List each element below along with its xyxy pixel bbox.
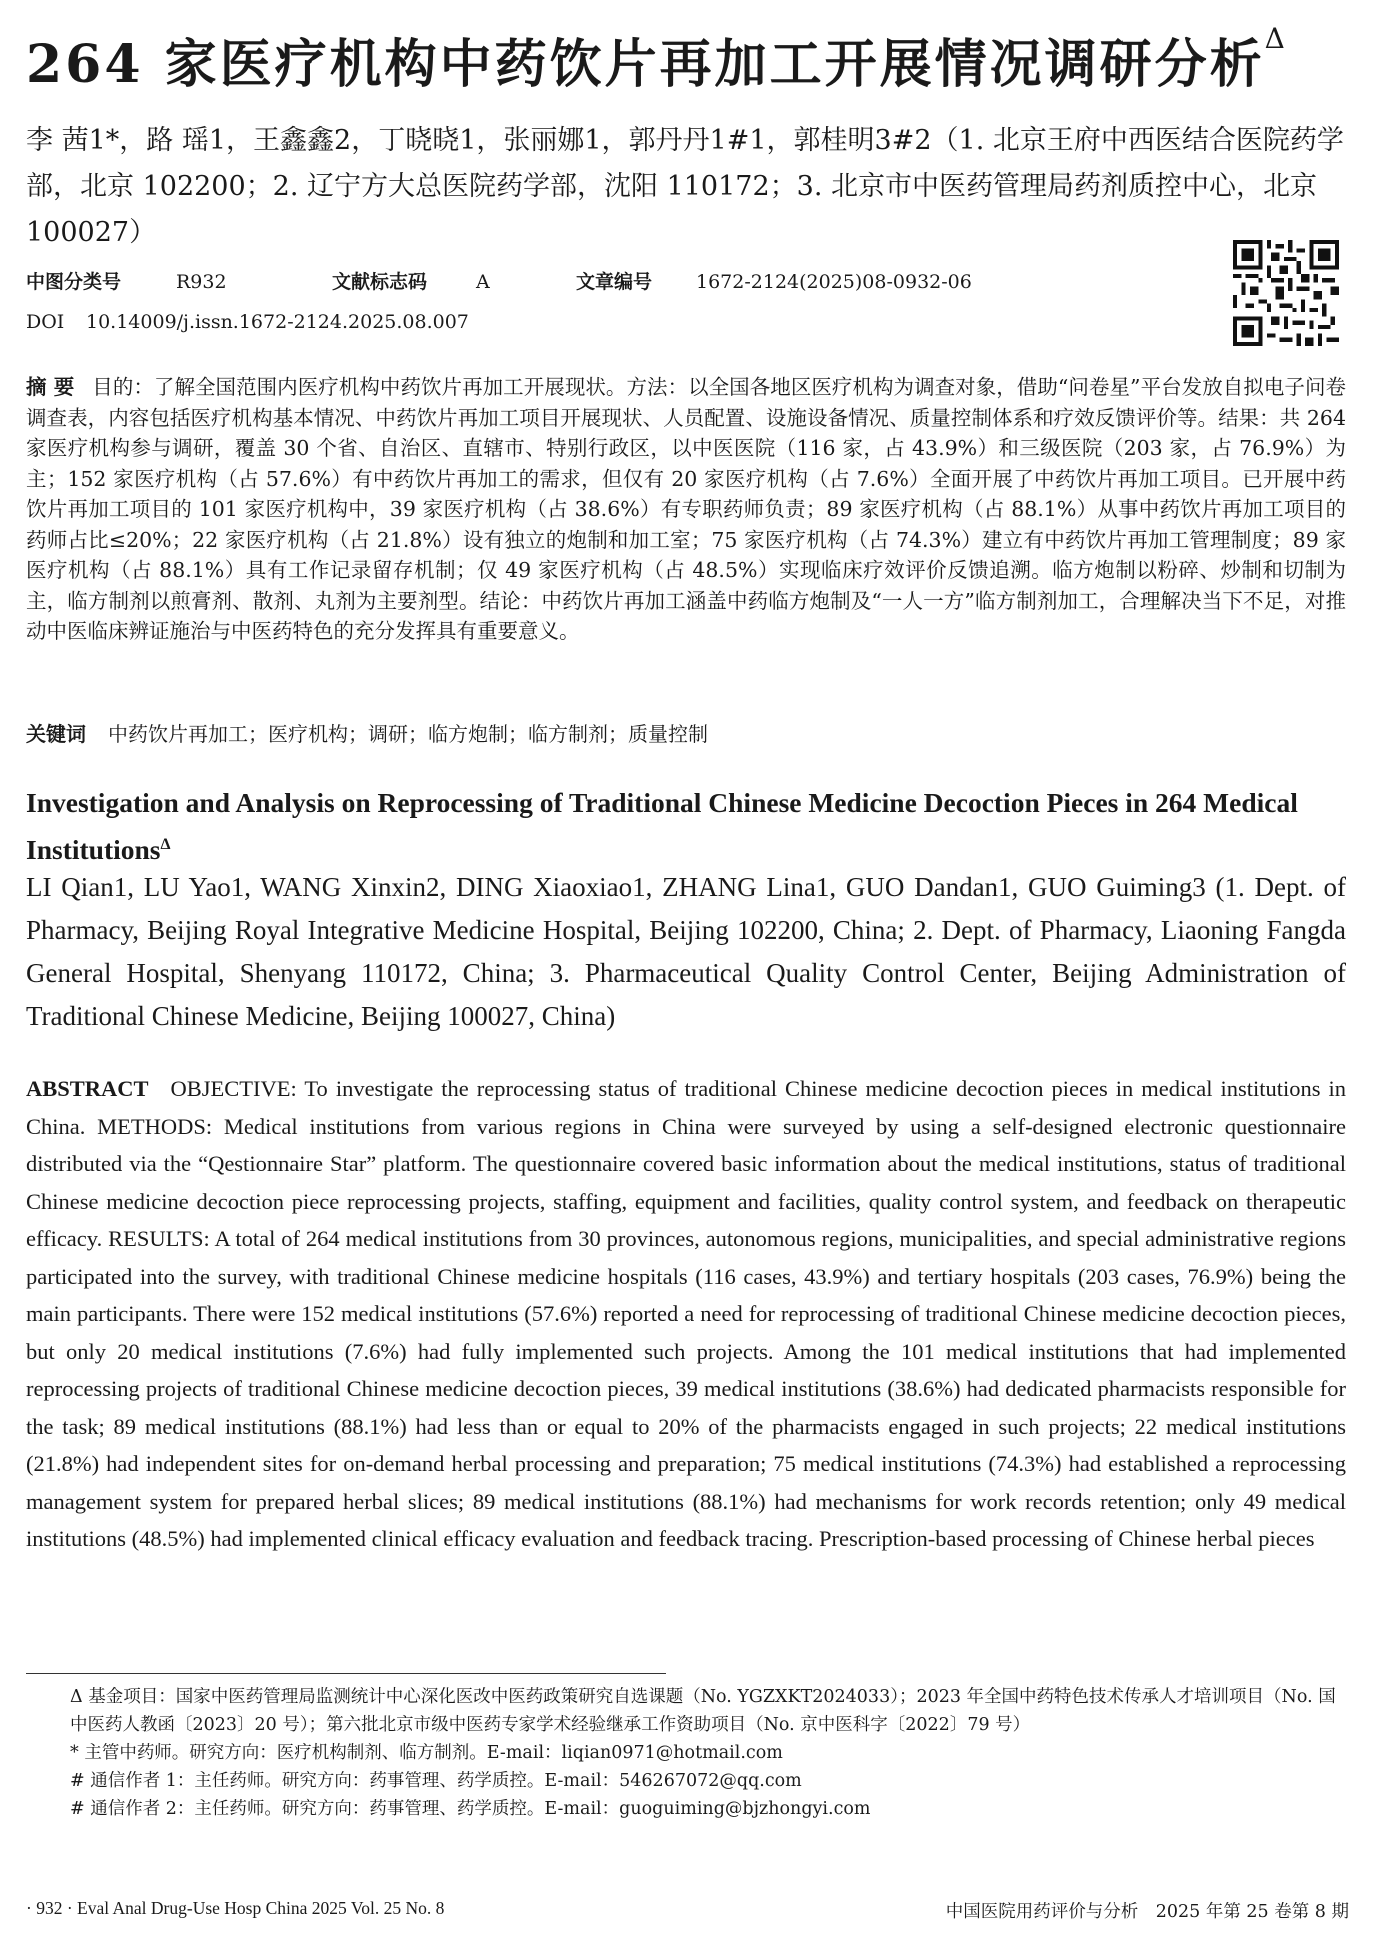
abstract-en — [26, 1070, 1346, 1558]
footnote-divider — [26, 1673, 666, 1674]
fund-mark-en: Δ — [160, 836, 171, 853]
paper-title-cn — [26, 22, 1356, 97]
paper-title-en — [26, 782, 1346, 871]
abstract-cn-label: 摘 要 — [26, 375, 75, 399]
abstract-en-text: OBJECTIVE: To investigate the reprocessing status of traditional Chinese medicine decoction pieces in medical institutions in China. METHODS: Medical institutions from various regions in China were surveyed by using a self-designed electronic questionnaire distributed via the “Qestionnaire Star” platform. The questionnaire covered basic information about the medical institutions, status of traditional Chinese medicine decoction piece reprocessing projects, staffing, equipment and facilities, quality control system, and feedback on therapeutic efficacy. RESULTS: A total of 264 medical institutions from 30 provinces, autonomous regions, municipalities, and special administrative regions participated into the survey, with traditional Chinese medicine hospitals (116 cases, 43.9%) and tertiary hospitals (203 cases, 76.9%) being the main participants. There were 152 medical institutions (57.6%) reported a need for reprocessing of traditional Chinese medicine decoction pieces, but only 20 medical institutions (7.6%) had fully implemented such projects. Among the 101 medical institutions that had implemented reprocessing projects of traditional Chinese medicine decoction pieces, 39 medical institutions (38.6%) had dedicated pharmacists responsible for the task; 89 medical institutions (88.1%) had less than or equal to 20% of the pharmacists engaged in such projects; 22 medical institutions (21.8%) had independent sites for on-demand herbal processing and preparation; 75 medical institutions (74.3%) had established a reprocessing management system for prepared herbal slices; 89 medical institutions (88.1%) had mechanisms for work records retention; only 49 medical institutions (48.5%) had implemented clinical efficacy evaluation and feedback tracing. Prescription-based processing of Chinese herbal pieces — [26, 1076, 1346, 1551]
footnote-corresponding-1: # 通信作者 1：主任药师。研究方向：药事管理、药学质控。E-mail：546267072@qq.com — [70, 1771, 802, 1791]
abstract-cn — [26, 372, 1346, 647]
meta-row-1 — [26, 262, 972, 302]
footer-journal-cn: 中国医院用药评价与分析 2025 年第 25 卷第 8 期 — [945, 1902, 1349, 1922]
clc-value: R932 — [176, 271, 227, 293]
footnotes — [26, 1683, 1346, 1823]
article-no-value: 1672-2124(2025)08-0932-06 — [696, 271, 972, 293]
fund-mark: Δ — [1264, 22, 1288, 55]
paper-title-cn-text: 264 家医疗机构中药饮片再加工开展情况调研分析 — [26, 34, 1265, 95]
keywords-cn-label: 关键词 — [26, 722, 86, 746]
doc-code-value: A — [476, 271, 490, 293]
authors-affiliations-cn: 李 茜1*，路 瑶1，王鑫鑫2，丁晓晓1，张丽娜1，郭丹丹1#1，郭桂明3#2（1. 北京王府中西医结合医院药学部，北京 102200；2. 辽宁方大总医院药学部，沈阳 110172；3. 北京市中医药管理局药剂质控中心，北京 100027） — [26, 125, 1344, 248]
doc-code-label: 文献标志码 — [332, 271, 428, 293]
keywords-cn — [26, 718, 708, 747]
qr-code-icon — [1233, 240, 1339, 346]
meta-row-2 — [26, 302, 972, 342]
paper-title-en-text: Investigation and Analysis on Reprocessing of Traditional Chinese Medicine Decoction Pieces in 264 Medical Institutions — [26, 787, 1298, 866]
footer-journal-en: · 932 · Eval Anal Drug-Use Hosp China 2025 Vol. 25 No. 8 — [26, 1898, 445, 1918]
keywords-cn-text: 中药饮片再加工；医疗机构；调研；临方炮制；临方制剂；质量控制 — [108, 722, 708, 746]
article-meta — [26, 262, 972, 342]
abstract-cn-text: 目的：了解全国范围内医疗机构中药饮片再加工开展现状。方法：以全国各地区医疗机构为调查对象，借助“问卷星”平台发放自拟电子问卷调查表，内容包括医疗机构基本情况、中药饮片再加工项目开展现状、人员配置、设施设备情况、质量控制体系和疗效反馈评价等。结果：共 264 家医疗机构参与调研，覆盖 30 个省、自治区、直辖市、特别行政区，以中医医院（116 家，占 43.9%）和三级医院（203 家，占 76.9%）为主；152 家医疗机构（占 57.6%）有中药饮片再加工的需求，但仅有 20 家医疗机构（占 7.6%）全面开展了中药饮片再加工项目。已开展中药饮片再加工项目的 101 家医疗机构中，39 家医疗机构（占 38.6%）有专职药师负责；89 家医疗机构（占 88.1%）从事中药饮片再加工项目的药师占比≤20%；22 家医疗机构（占 21.8%）设有独立的炮制和加工室；75 家医疗机构（占 74.3%）建立有中药饮片再加工管理制度；89 家医疗机构（占 88.1%）具有工作记录留存机制；仅 49 家医疗机构（占 48.5%）实现临床疗效评价反馈追溯。临方炮制以粉碎、炒制和切制为主，临方制剂以煎膏剂、散剂、丸剂为主要剂型。结论：中药饮片再加工涵盖中药临方炮制及“一人一方”临方制剂加工，合理解决当下不足，对推动中医临床辨证施治与中医药特色的充分发挥具有重要意义。 — [26, 375, 1346, 643]
abstract-en-label: ABSTRACT — [26, 1076, 149, 1101]
article-no-label: 文章编号 — [576, 271, 653, 293]
doi-value: 10.14009/j.issn.1672-2124.2025.08.007 — [86, 311, 469, 333]
footnote-corresponding-2: # 通信作者 2：主任药师。研究方向：药事管理、药学质控。E-mail：guoguiming@bjzhongyi.com — [70, 1799, 871, 1819]
doi-label: DOI — [26, 311, 65, 333]
footnote-first-author: * 主管中药师。研究方向：医疗机构制剂、临方制剂。E-mail：liqian0971@hotmail.com — [70, 1743, 783, 1763]
page-footer — [26, 1898, 1349, 1922]
authors-affiliations-en: LI Qian1, LU Yao1, WANG Xinxin2, DING Xiaoxiao1, ZHANG Lina1, GUO Dandan1, GUO Guiming3 (1. Dept. of Pharmacy, Beijing Royal Integrative Medicine Hospital, Beijing 102200, China; 2. Dept. of Pharmacy, Liaoning Fangda General Hospital, Shenyang 110172, China; 3. Pharmaceutical Quality Control Center, Beijing Administration of Traditional Chinese Medicine, Beijing 100027, China) — [26, 872, 1346, 1031]
footnote-funding: Δ 基金项目：国家中医药管理局监测统计中心深化医改中医药政策研究自选课题（No. YGZXKT2024033）；2023 年全国中药特色技术传承人才培训项目（No. 国中医药人教函〔2023〕20 号）；第六批北京市级中医药专家学术经验继承工作资助项目（No. 京中医科字〔2022〕79 号） — [70, 1687, 1336, 1735]
clc-label: 中图分类号 — [26, 271, 122, 293]
